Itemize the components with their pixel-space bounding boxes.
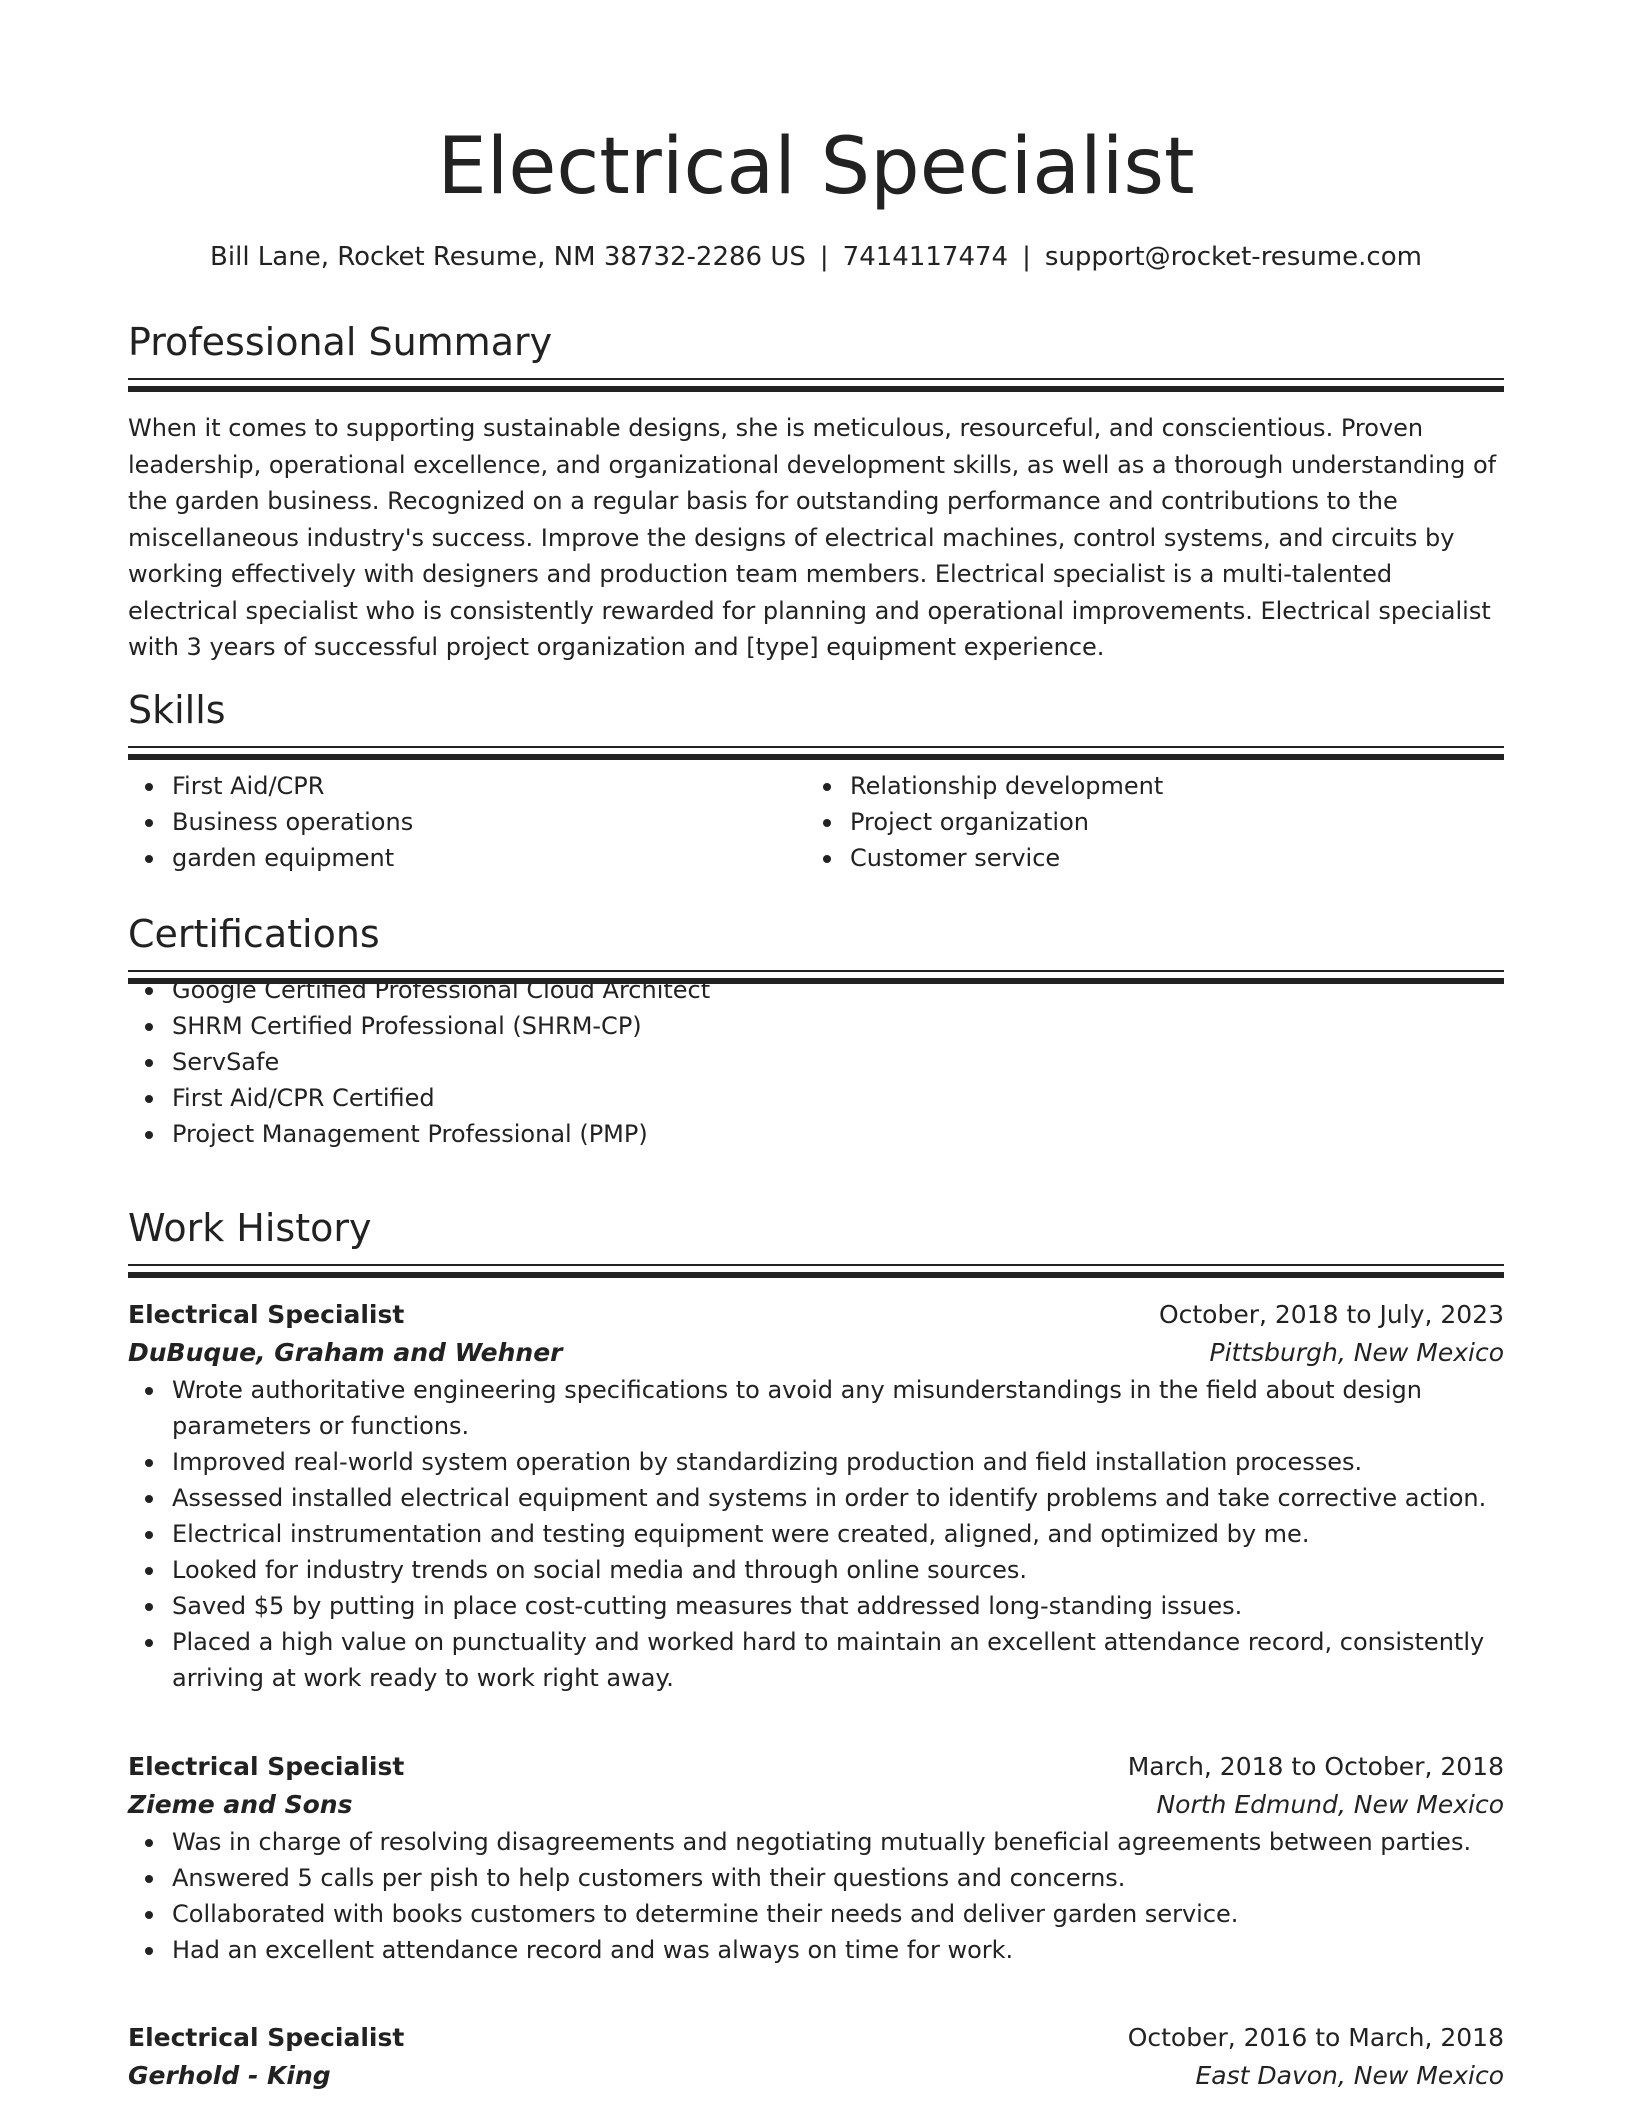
certifications-list [128, 972, 1504, 1152]
job-company-row [128, 1786, 1504, 1824]
list-item: ServSafe [128, 1044, 1504, 1080]
list-item: Improved real-world system operation by standardizing production and field installation processes. [128, 1444, 1504, 1480]
contact-address: Bill Lane, Rocket Resume, NM 38732-2286 US [210, 242, 806, 272]
list-item: Customer service [806, 840, 1484, 876]
job-location: North Edmund, New Mexico [1156, 1790, 1504, 1819]
contact-separator: | [819, 242, 829, 272]
job-header-row [128, 1748, 1504, 1786]
section-divider [128, 1264, 1504, 1266]
list-item: Project Management Professional (PMP) [128, 1116, 1504, 1152]
list-item: Google Certified Professional Cloud Architect [128, 972, 1504, 1008]
job-entry [128, 2019, 1504, 2095]
resume-title: Electrical Specialist [437, 122, 1195, 212]
work-history-section [128, 1204, 1504, 1266]
job-header-row [128, 2019, 1504, 2057]
job-company-row [128, 1334, 1504, 1372]
job-location: Pittsburgh, New Mexico [1209, 1338, 1504, 1367]
list-item: Collaborated with books customers to determine their needs and deliver garden service. [128, 1896, 1504, 1932]
list-item: Answered 5 calls per pish to help customers with their questions and concerns. [128, 1860, 1504, 1896]
job-company: Gerhold - King [128, 2061, 331, 2090]
list-item: First Aid/CPR Certified [128, 1080, 1504, 1116]
job-dates: March, 2018 to October, 2018 [1127, 1752, 1504, 1781]
job-location: East Davon, New Mexico [1195, 2061, 1504, 2090]
job-bullets [128, 1824, 1504, 1968]
list-item: Electrical instrumentation and testing equipment were created, aligned, and optimized by me. [128, 1516, 1504, 1552]
list-item: garden equipment [128, 840, 806, 876]
list-item: Saved $5 by putting in place cost-cutting measures that addressed long-standing issues. [128, 1588, 1504, 1624]
skills-grid [128, 768, 1504, 876]
job-company: Zieme and Sons [128, 1790, 353, 1819]
skills-section [128, 686, 1504, 876]
summary-text: When it comes to supporting sustainable designs, she is meticulous, resourceful, and conscientious. Proven leadership, operational excellence, and organizational development skills, as well as a thorough understanding of the garden business. Recognized on a regular basis for outstanding performance and contributions to the miscellaneous industry's success. Improve the designs of electrical machines, control systems, and circuits by working effectively with designers and production team members. Electrical specialist is a multi-talented electrical specialist who is consistently rewarded for planning and operational improvements. Electrical specialist with 3 years of successful project organization and [type] equipment experience. [128, 414, 1497, 661]
list-item: Looked for industry trends on social media and through online sources. [128, 1552, 1504, 1588]
summary-section [128, 318, 1504, 666]
job-company: DuBuque, Graham and Wehner [128, 1338, 563, 1367]
list-item: Assessed installed electrical equipment and systems in order to identify problems and take corrective action. [128, 1480, 1504, 1516]
job-dates: October, 2018 to July, 2023 [1158, 1300, 1504, 1329]
job-title: Electrical Specialist [128, 1300, 405, 1329]
list-item: Project organization [806, 804, 1484, 840]
work-history-heading: Work History [128, 1206, 372, 1250]
list-item: First Aid/CPR [128, 768, 806, 804]
list-item: Had an excellent attendance record and was always on time for work. [128, 1932, 1504, 1968]
contact-phone: 7414117474 [842, 242, 1009, 272]
list-item: SHRM Certified Professional (SHRM-CP) [128, 1008, 1504, 1044]
list-item: Placed a high value on punctuality and worked hard to maintain an excellent attendance record, consistently arriving at work ready to work right away. [128, 1624, 1504, 1696]
list-item: Wrote authoritative engineering specifications to avoid any misunderstandings in the field about design parameters or functions. [128, 1372, 1504, 1444]
certifications-heading: Certifications [128, 912, 380, 956]
skills-heading: Skills [128, 688, 226, 732]
job-title: Electrical Specialist [128, 1752, 405, 1781]
skills-list-left [128, 768, 806, 876]
section-divider [128, 378, 1504, 380]
skills-list-right [806, 768, 1484, 876]
list-item: Business operations [128, 804, 806, 840]
summary-heading: Professional Summary [128, 320, 553, 364]
contact-separator: | [1022, 242, 1031, 272]
job-header-row [128, 1296, 1504, 1334]
list-item: Was in charge of resolving disagreements and negotiating mutually beneficial agreements between parties. [128, 1824, 1504, 1860]
certifications-section [128, 910, 1504, 1152]
contact-email[interactable]: support@rocket-resume.com [1044, 242, 1422, 272]
contact-line [128, 240, 1504, 274]
job-dates: October, 2016 to March, 2018 [1127, 2023, 1504, 2052]
list-item: Relationship development [806, 768, 1484, 804]
job-entry [128, 1296, 1504, 1696]
job-title: Electrical Specialist [128, 2023, 405, 2052]
job-entry [128, 1748, 1504, 1968]
section-divider [128, 746, 1504, 748]
job-bullets [128, 1372, 1504, 1696]
job-company-row [128, 2057, 1504, 2095]
